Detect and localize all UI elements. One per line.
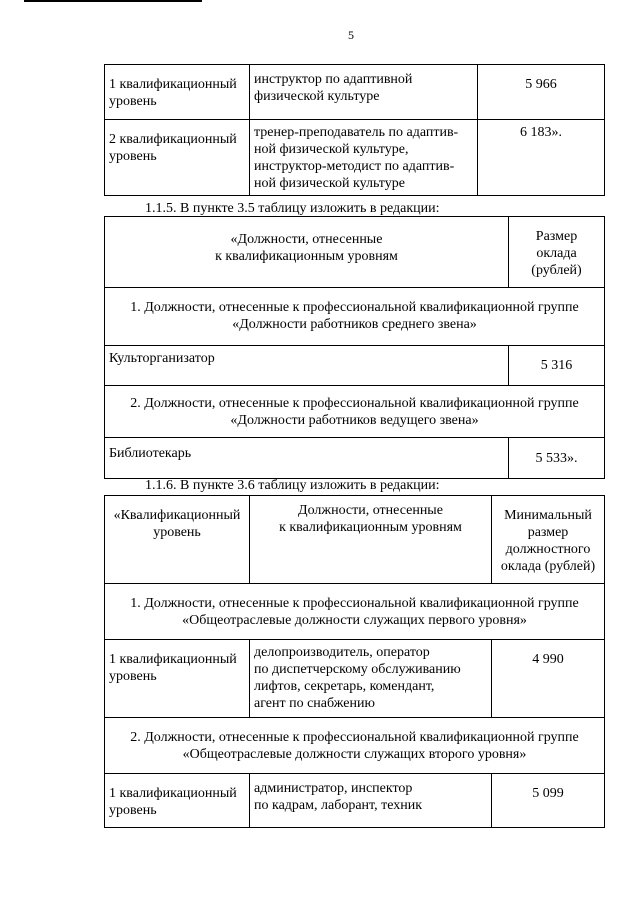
group-1-cell: 1. Должности, отнесенные к профессиональной квалификационной группе «Должности работников среднего звена»	[105, 288, 605, 346]
group-header-row	[105, 288, 605, 346]
group-2-cell: 2. Должности, отнесенные к профессиональной квалификационной группе «Должности работников ведущего звена»	[105, 386, 605, 438]
group-header-row	[105, 718, 605, 774]
header-salary-cell: Минимальный размер должностного оклада (рублей)	[492, 496, 605, 584]
header-level-cell: «Квалификационный уровень	[105, 496, 250, 584]
level-cell: 1 квалификационный уровень	[105, 640, 250, 718]
paragraph-1-1-6: 1.1.6. В пункте 3.6 таблицу изложить в редакции:	[145, 478, 440, 493]
group-2-cell: 2. Должности, отнесенные к профессиональной квалификационной группе «Общеотраслевые должности служащих второго уровня»	[105, 718, 605, 774]
header-positions-cell: Должности, отнесенные к квалификационным уровням	[250, 496, 492, 584]
positions-cell: инструктор по адаптивной физической культуре	[250, 65, 478, 120]
positions-cell: делопроизводитель, оператор по диспетчерскому обслуживанию лифтов, секретарь, комендант, агент по снабжению	[250, 640, 492, 718]
salary-cell: 5 316	[509, 346, 605, 386]
table-qualification-3-6	[104, 495, 605, 828]
group-header-row	[105, 386, 605, 438]
table-row	[105, 438, 605, 479]
top-border-line	[24, 0, 202, 2]
header-positions-cell: «Должности, отнесенные к квалификационным уровням	[105, 217, 509, 288]
salary-cell: 5 966	[478, 65, 605, 120]
position-cell: Культорганизатор	[105, 346, 509, 386]
salary-cell: 5 533».	[509, 438, 605, 479]
positions-cell: тренер-преподаватель по адаптив- ной физической культуре, инструктор-методист по адаптив- ной физической культуре	[250, 120, 478, 196]
header-salary-cell: Размер оклада (рублей)	[509, 217, 605, 288]
positions-cell: администратор, инспектор по кадрам, лаборант, техник	[250, 774, 492, 828]
table-positions-3-5	[104, 216, 605, 479]
page-number: 5	[348, 28, 354, 42]
table-row	[105, 120, 605, 196]
position-cell: Библиотекарь	[105, 438, 509, 479]
table-row	[105, 640, 605, 718]
level-cell: 1 квалификационный уровень	[105, 65, 250, 120]
table-header-row	[105, 496, 605, 584]
salary-cell: 4 990	[492, 640, 605, 718]
table-row	[105, 65, 605, 120]
group-1-cell: 1. Должности, отнесенные к профессиональной квалификационной группе «Общеотраслевые должности служащих первого уровня»	[105, 584, 605, 640]
level-cell: 1 квалификационный уровень	[105, 774, 250, 828]
group-header-row	[105, 584, 605, 640]
table-row	[105, 346, 605, 386]
level-cell: 2 квалификационный уровень	[105, 120, 250, 196]
salary-cell: 5 099	[492, 774, 605, 828]
paragraph-1-1-5: 1.1.5. В пункте 3.5 таблицу изложить в редакции:	[145, 201, 440, 216]
table-qualification-continuation	[104, 64, 605, 196]
table-row	[105, 774, 605, 828]
table-header-row	[105, 217, 605, 288]
salary-cell: 6 183».	[478, 120, 605, 196]
